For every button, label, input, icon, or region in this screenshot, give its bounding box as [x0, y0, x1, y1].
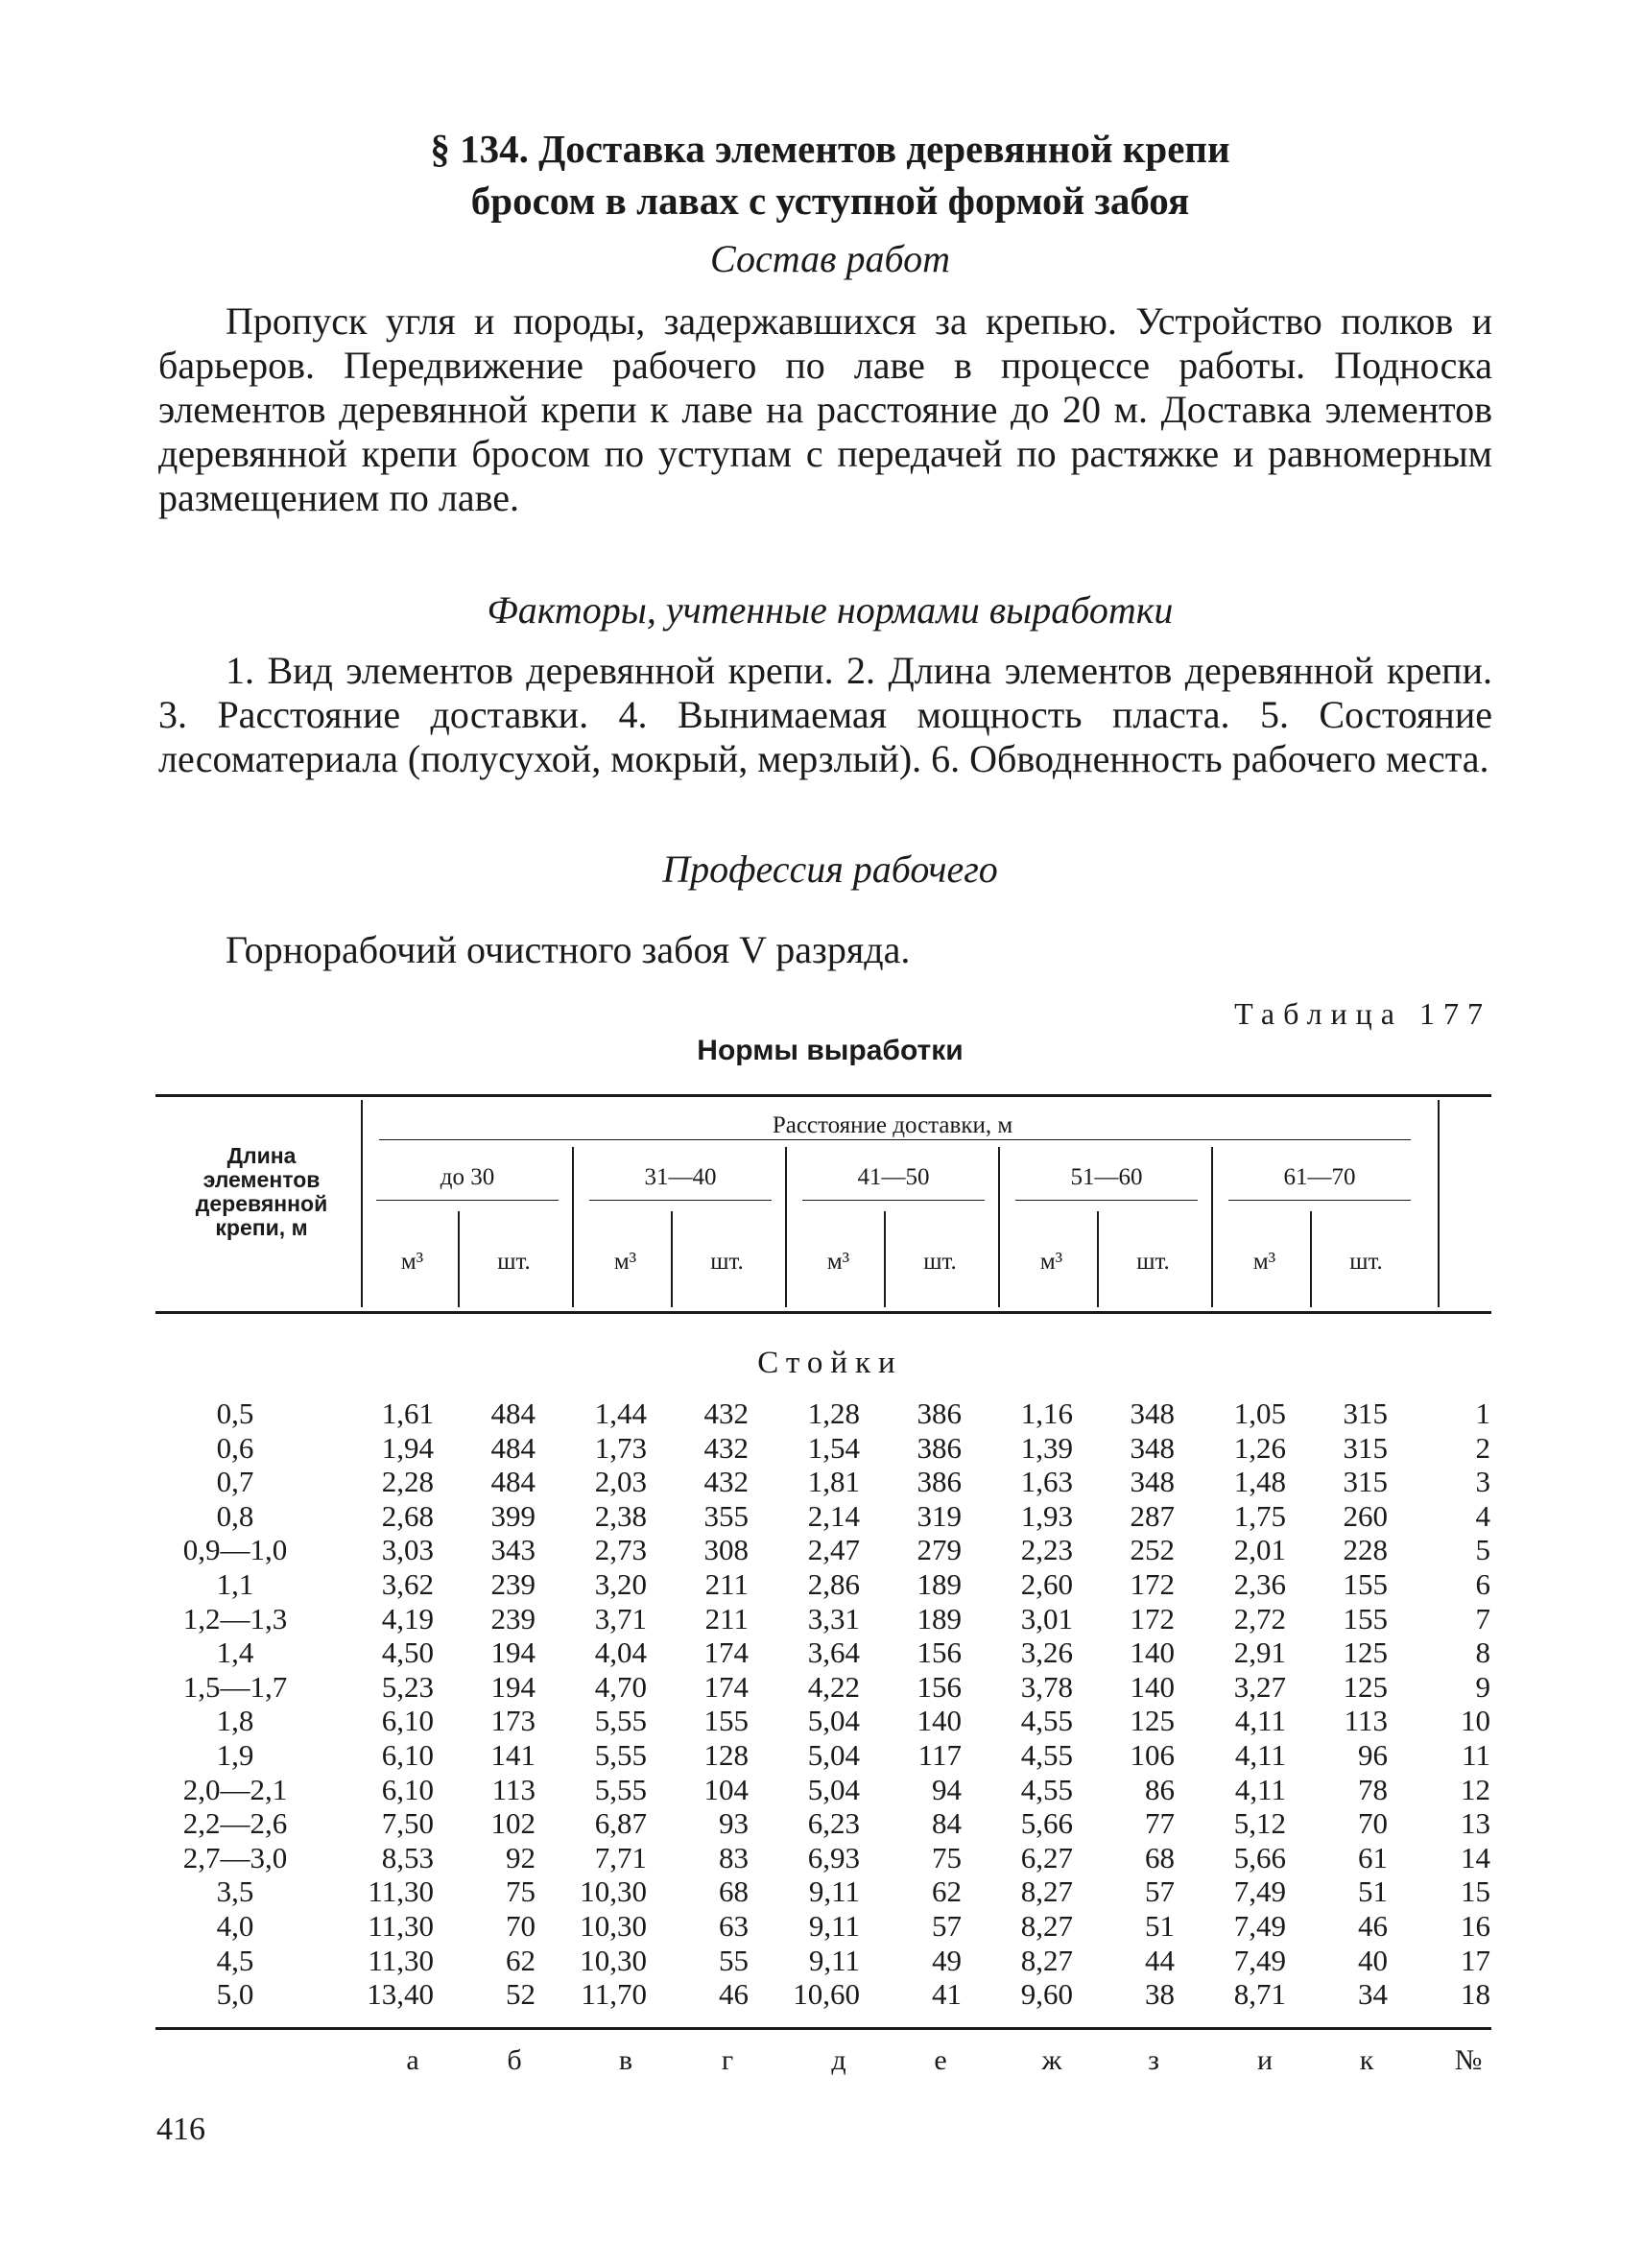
cell-m3: 5,66 — [1020, 1806, 1073, 1841]
column-letter: е — [934, 2044, 947, 2076]
cell-m3: 6,10 — [381, 1704, 434, 1738]
row-number: 6 — [1475, 1567, 1490, 1601]
cell-pcs: 106 — [1130, 1738, 1175, 1772]
row-length: 3,5 — [216, 1874, 254, 1909]
cell-m3: 2,23 — [1020, 1533, 1073, 1567]
cell-pcs: 386 — [917, 1397, 962, 1430]
cell-pcs: 315 — [1343, 1430, 1388, 1465]
stub-header-line-3: деревянной — [195, 1191, 328, 1216]
cell-pcs: 315 — [1343, 1397, 1388, 1430]
row-length: 1,8 — [216, 1704, 254, 1738]
cell-m3: 1,16 — [1020, 1397, 1073, 1430]
row-number: 2 — [1475, 1430, 1490, 1465]
distance-range-2: 31—40 — [644, 1164, 717, 1190]
cell-m3: 2,03 — [594, 1465, 647, 1499]
column-letter: а — [406, 2044, 419, 2076]
cell-pcs: 252 — [1130, 1533, 1175, 1567]
cell-m3: 6,10 — [381, 1738, 434, 1772]
cell-pcs: 70 — [1358, 1806, 1388, 1841]
distance-range-1: до 30 — [440, 1164, 495, 1190]
cell-m3: 3,31 — [807, 1601, 860, 1635]
cell-m3: 7,49 — [1233, 1909, 1286, 1943]
cell-m3: 7,49 — [1233, 1943, 1286, 1977]
column-letter: ж — [1041, 2044, 1062, 2076]
cell-pcs: 34 — [1358, 1977, 1388, 2012]
cell-pcs: 279 — [917, 1533, 962, 1567]
unit-m3-4: м³ — [1039, 1249, 1063, 1275]
cell-m3: 4,11 — [1234, 1704, 1286, 1738]
cell-pcs: 38 — [1145, 1977, 1175, 2012]
cell-pcs: 78 — [1358, 1772, 1388, 1806]
heading-line-1: § 134. Доставка элементов деревянной крепи — [430, 127, 1230, 171]
range-rule-2 — [589, 1200, 772, 1201]
cell-m3: 2,28 — [381, 1465, 434, 1499]
composition-text: Пропуск угля и породы, задержавшихся за крепью. Устройство полков и барьеров. Передвижение рабочего по лаве в процессе работы. Подноска элементов деревянной крепи к лаве на расстояние до 20 м. Доставка элементов деревянной крепи бросом по уступам с передачей по растяжке и равномерным размещением по лаве. — [158, 299, 1492, 519]
cell-m3: 1,39 — [1020, 1430, 1073, 1465]
unit-m3-3: м³ — [826, 1249, 850, 1275]
cell-m3: 4,55 — [1020, 1772, 1073, 1806]
cell-pcs: 355 — [703, 1498, 749, 1533]
cell-m3: 3,01 — [1020, 1601, 1073, 1635]
row-length: 1,1 — [216, 1567, 254, 1601]
cell-m3: 8,27 — [1020, 1874, 1073, 1909]
cell-m3: 5,12 — [1233, 1806, 1286, 1841]
cell-pcs: 239 — [490, 1601, 536, 1635]
cell-pcs: 128 — [703, 1738, 749, 1772]
cell-pcs: 46 — [719, 1977, 749, 2012]
range-rule-4 — [1015, 1200, 1198, 1201]
cell-m3: 2,14 — [807, 1498, 860, 1533]
distance-header-rule — [379, 1139, 1411, 1140]
row-number: 12 — [1461, 1772, 1490, 1806]
cell-pcs: 484 — [490, 1397, 536, 1430]
cell-m3: 3,27 — [1233, 1669, 1286, 1704]
range-rule-5 — [1228, 1200, 1411, 1201]
row-number: 13 — [1461, 1806, 1490, 1841]
cell-pcs: 62 — [506, 1943, 536, 1977]
profession-text: Горнорабочий очистного забоя V разряда. — [226, 928, 911, 971]
cell-pcs: 155 — [1343, 1567, 1388, 1601]
page-number: 416 — [156, 2112, 205, 2147]
table-label: Таблица 177 — [1234, 996, 1491, 1031]
cell-pcs: 484 — [490, 1465, 536, 1499]
cell-pcs: 140 — [1130, 1635, 1175, 1670]
cell-m3: 3,62 — [381, 1567, 434, 1601]
cell-pcs: 40 — [1358, 1943, 1388, 1977]
cell-pcs: 68 — [719, 1874, 749, 1909]
cell-pcs: 174 — [703, 1669, 749, 1704]
cell-pcs: 140 — [1130, 1669, 1175, 1704]
cell-m3: 9,11 — [808, 1909, 860, 1943]
row-length: 0,7 — [216, 1465, 254, 1499]
row-length: 0,6 — [216, 1430, 254, 1465]
cell-pcs: 46 — [1358, 1909, 1388, 1943]
header-bottom-rule — [155, 1311, 1491, 1314]
cell-m3: 1,93 — [1020, 1498, 1073, 1533]
row-length: 5,0 — [216, 1977, 254, 2012]
row-length: 0,8 — [216, 1498, 254, 1533]
cell-m3: 4,70 — [594, 1669, 647, 1704]
row-length: 1,2—1,3 — [182, 1601, 288, 1635]
cell-pcs: 125 — [1343, 1635, 1388, 1670]
cell-m3: 5,55 — [594, 1738, 647, 1772]
cell-m3: 2,36 — [1233, 1567, 1286, 1601]
row-number: 3 — [1475, 1465, 1490, 1499]
cell-pcs: 57 — [932, 1909, 962, 1943]
cell-pcs: 93 — [719, 1806, 749, 1841]
right-divider — [1438, 1100, 1440, 1307]
cell-pcs: 104 — [703, 1772, 749, 1806]
cell-m3: 1,28 — [807, 1397, 860, 1430]
cell-m3: 9,11 — [808, 1874, 860, 1909]
cell-pcs: 319 — [917, 1498, 962, 1533]
section-title-stoyki: Стойки — [757, 1346, 903, 1380]
cell-pcs: 239 — [490, 1567, 536, 1601]
cell-m3: 3,26 — [1020, 1635, 1073, 1670]
cell-pcs: 44 — [1145, 1943, 1175, 1977]
cell-m3: 7,71 — [594, 1840, 647, 1874]
cell-pcs: 189 — [917, 1567, 962, 1601]
cell-pcs: 51 — [1145, 1909, 1175, 1943]
cell-pcs: 194 — [490, 1669, 536, 1704]
cell-m3: 10,60 — [793, 1977, 860, 2012]
table-title: Нормы выработки — [697, 1035, 964, 1066]
cell-m3: 2,38 — [594, 1498, 647, 1533]
unit-pcs-4: шт. — [1136, 1249, 1170, 1275]
cell-pcs: 113 — [1344, 1704, 1388, 1738]
range-rule-1 — [376, 1200, 559, 1201]
cell-pcs: 211 — [704, 1601, 749, 1635]
cell-pcs: 260 — [1343, 1498, 1388, 1533]
row-number: 1 — [1475, 1397, 1490, 1430]
cell-m3: 9,60 — [1020, 1977, 1073, 2012]
cell-pcs: 92 — [506, 1840, 536, 1874]
cell-pcs: 228 — [1343, 1533, 1388, 1567]
cell-m3: 5,04 — [807, 1738, 860, 1772]
cell-pcs: 343 — [490, 1533, 536, 1567]
cell-m3: 4,55 — [1020, 1738, 1073, 1772]
unit-m3-5: м³ — [1252, 1249, 1276, 1275]
cell-pcs: 315 — [1343, 1465, 1388, 1499]
cell-pcs: 68 — [1145, 1840, 1175, 1874]
cell-pcs: 308 — [703, 1533, 749, 1567]
column-letter: з — [1148, 2044, 1159, 2076]
cell-pcs: 211 — [704, 1567, 749, 1601]
cell-m3: 11,30 — [368, 1909, 434, 1943]
cell-m3: 6,10 — [381, 1772, 434, 1806]
row-number: 17 — [1461, 1943, 1490, 1977]
cell-m3: 5,55 — [594, 1704, 647, 1738]
cell-m3: 3,64 — [807, 1635, 860, 1670]
cell-m3: 1,05 — [1233, 1397, 1286, 1430]
cell-m3: 8,71 — [1233, 1977, 1286, 2012]
row-number: 10 — [1461, 1704, 1490, 1738]
cell-m3: 7,49 — [1233, 1874, 1286, 1909]
cell-m3: 4,11 — [1234, 1772, 1286, 1806]
cell-pcs: 125 — [1130, 1704, 1175, 1738]
cell-pcs: 63 — [719, 1909, 749, 1943]
row-length: 1,9 — [216, 1738, 254, 1772]
cell-m3: 2,72 — [1233, 1601, 1286, 1635]
unit-pcs-2: шт. — [710, 1249, 744, 1275]
cell-m3: 2,91 — [1233, 1635, 1286, 1670]
row-number: 18 — [1461, 1977, 1490, 2012]
cell-m3: 3,20 — [594, 1567, 647, 1601]
column-letter: и — [1256, 2044, 1274, 2076]
section-heading — [317, 123, 1344, 227]
cell-m3: 1,61 — [381, 1397, 434, 1430]
unit-m3-2: м³ — [613, 1249, 637, 1275]
cell-pcs: 113 — [491, 1772, 536, 1806]
cell-m3: 3,71 — [594, 1601, 647, 1635]
cell-m3: 3,03 — [381, 1533, 434, 1567]
cell-pcs: 125 — [1343, 1669, 1388, 1704]
cell-m3: 1,94 — [381, 1430, 434, 1465]
cell-pcs: 141 — [490, 1738, 536, 1772]
cell-pcs: 155 — [703, 1704, 749, 1738]
cell-m3: 5,66 — [1233, 1840, 1286, 1874]
cell-m3: 10,30 — [580, 1874, 647, 1909]
cell-pcs: 51 — [1358, 1874, 1388, 1909]
cell-pcs: 140 — [917, 1704, 962, 1738]
cell-m3: 3,78 — [1020, 1669, 1073, 1704]
cell-m3: 11,30 — [368, 1943, 434, 1977]
cell-pcs: 94 — [932, 1772, 962, 1806]
row-number: 9 — [1475, 1669, 1490, 1704]
row-number: 8 — [1475, 1635, 1490, 1670]
cell-m3: 1,81 — [807, 1465, 860, 1499]
cell-pcs: 432 — [703, 1397, 749, 1430]
cell-m3: 1,44 — [594, 1397, 647, 1430]
distance-header: Расстояние доставки, м — [772, 1112, 1013, 1138]
cell-pcs: 156 — [917, 1669, 962, 1704]
cell-pcs: 61 — [1358, 1840, 1388, 1874]
cell-m3: 4,55 — [1020, 1704, 1073, 1738]
cell-m3: 6,93 — [807, 1840, 860, 1874]
stub-header — [158, 1144, 365, 1240]
cell-m3: 1,54 — [807, 1430, 860, 1465]
cell-m3: 8,53 — [381, 1840, 434, 1874]
column-letter: № — [1454, 2044, 1483, 2076]
cell-pcs: 484 — [490, 1430, 536, 1465]
range-divider-1 — [572, 1147, 574, 1307]
cell-m3: 2,47 — [807, 1533, 860, 1567]
cell-pcs: 75 — [506, 1874, 536, 1909]
cell-pcs: 49 — [932, 1943, 962, 1977]
row-length: 2,7—3,0 — [182, 1840, 288, 1874]
cell-m3: 11,30 — [368, 1874, 434, 1909]
cell-pcs: 155 — [1343, 1601, 1388, 1635]
cell-m3: 8,27 — [1020, 1943, 1073, 1977]
cell-m3: 4,04 — [594, 1635, 647, 1670]
cell-m3: 1,63 — [1020, 1465, 1073, 1499]
cell-m3: 2,60 — [1020, 1567, 1073, 1601]
cell-pcs: 77 — [1145, 1806, 1175, 1841]
cell-m3: 2,68 — [381, 1498, 434, 1533]
column-letter: д — [831, 2044, 846, 2076]
heading-line-2: бросом в лавах с уступной формой забоя — [470, 179, 1190, 223]
column-letter: к — [1359, 2044, 1374, 2076]
row-number: 16 — [1461, 1909, 1490, 1943]
unit-pcs-5: шт. — [1349, 1249, 1383, 1275]
cell-m3: 2,73 — [594, 1533, 647, 1567]
cell-pcs: 172 — [1130, 1601, 1175, 1635]
cell-pcs: 348 — [1130, 1465, 1175, 1499]
cell-pcs: 386 — [917, 1465, 962, 1499]
stub-header-line-1: Длина — [226, 1143, 297, 1168]
cell-m3: 1,48 — [1233, 1465, 1286, 1499]
row-length: 4,5 — [216, 1943, 254, 1977]
cell-pcs: 102 — [490, 1806, 536, 1841]
cell-m3: 4,11 — [1234, 1738, 1286, 1772]
cell-m3: 8,27 — [1020, 1909, 1073, 1943]
distance-range-5: 61—70 — [1283, 1164, 1356, 1190]
cell-m3: 9,11 — [808, 1943, 860, 1977]
cell-pcs: 70 — [506, 1909, 536, 1943]
unit-pcs-3: шт. — [923, 1249, 957, 1275]
cell-pcs: 399 — [490, 1498, 536, 1533]
cell-pcs: 75 — [932, 1840, 962, 1874]
cell-pcs: 86 — [1145, 1772, 1175, 1806]
row-length: 1,5—1,7 — [182, 1669, 288, 1704]
table-top-rule — [155, 1094, 1491, 1097]
cell-m3: 1,26 — [1233, 1430, 1286, 1465]
cell-m3: 4,22 — [807, 1669, 860, 1704]
row-number: 11 — [1462, 1738, 1490, 1772]
cell-pcs: 57 — [1145, 1874, 1175, 1909]
cell-pcs: 84 — [932, 1806, 962, 1841]
row-number: 7 — [1475, 1601, 1490, 1635]
cell-m3: 11,70 — [581, 1977, 647, 2012]
cell-m3: 13,40 — [367, 1977, 434, 2012]
profession-title: Профессия рабочего — [662, 848, 998, 891]
cell-m3: 5,04 — [807, 1772, 860, 1806]
row-length: 0,5 — [216, 1397, 254, 1430]
unit-m3-1: м³ — [400, 1249, 424, 1275]
cell-m3: 2,86 — [807, 1567, 860, 1601]
row-length: 1,4 — [216, 1635, 254, 1670]
table-bottom-rule — [155, 2027, 1491, 2030]
cell-m3: 4,19 — [381, 1601, 434, 1635]
cell-pcs: 173 — [490, 1704, 536, 1738]
stub-header-line-4: крепи, м — [215, 1215, 308, 1240]
row-number: 14 — [1461, 1840, 1490, 1874]
cell-pcs: 194 — [490, 1635, 536, 1670]
row-length: 2,2—2,6 — [182, 1806, 288, 1841]
cell-m3: 2,01 — [1233, 1533, 1286, 1567]
distance-range-4: 51—60 — [1070, 1164, 1143, 1190]
cell-pcs: 41 — [932, 1977, 962, 2012]
cell-m3: 5,55 — [594, 1772, 647, 1806]
cell-m3: 4,50 — [381, 1635, 434, 1670]
cell-m3: 5,04 — [807, 1704, 860, 1738]
cell-m3: 10,30 — [580, 1909, 647, 1943]
cell-m3: 6,87 — [594, 1806, 647, 1841]
cell-pcs: 172 — [1130, 1567, 1175, 1601]
cell-pcs: 432 — [703, 1430, 749, 1465]
factors-title: Факторы, учтенные нормами выработки — [487, 588, 1174, 632]
cell-m3: 6,27 — [1020, 1840, 1073, 1874]
cell-m3: 7,50 — [381, 1806, 434, 1841]
range-divider-4 — [1211, 1147, 1213, 1307]
range-rule-3 — [802, 1200, 985, 1201]
row-number: 5 — [1475, 1533, 1490, 1567]
cell-pcs: 287 — [1130, 1498, 1175, 1533]
cell-pcs: 117 — [917, 1738, 962, 1772]
row-number: 4 — [1475, 1498, 1490, 1533]
range-divider-3 — [998, 1147, 1000, 1307]
column-letter: б — [507, 2044, 522, 2076]
stub-header-line-2: элементов — [202, 1167, 321, 1192]
cell-pcs: 348 — [1130, 1397, 1175, 1430]
cell-pcs: 156 — [917, 1635, 962, 1670]
cell-pcs: 174 — [703, 1635, 749, 1670]
factors-text: 1. Вид элементов деревянной крепи. 2. Длина элементов деревянной крепи. 3. Расстояние доставки. 4. Вынимаемая мощность пласта. 5. Состояние лесоматериала (полусухой, мокрый, мерзлый). 6. Обводненность рабочего места. — [158, 649, 1492, 780]
unit-pcs-1: шт. — [497, 1249, 531, 1275]
distance-range-3: 41—50 — [857, 1164, 930, 1190]
row-length: 4,0 — [216, 1909, 254, 1943]
cell-pcs: 96 — [1358, 1738, 1388, 1772]
cell-pcs: 55 — [719, 1943, 749, 1977]
cell-pcs: 386 — [917, 1430, 962, 1465]
cell-pcs: 348 — [1130, 1430, 1175, 1465]
row-length: 2,0—2,1 — [182, 1772, 288, 1806]
cell-m3: 1,75 — [1233, 1498, 1286, 1533]
range-divider-2 — [785, 1147, 787, 1307]
row-length: 0,9—1,0 — [182, 1533, 288, 1567]
cell-pcs: 52 — [506, 1977, 536, 2012]
cell-m3: 6,23 — [807, 1806, 860, 1841]
cell-m3: 5,23 — [381, 1669, 434, 1704]
cell-m3: 1,73 — [594, 1430, 647, 1465]
column-letter: г — [721, 2044, 734, 2076]
cell-m3: 10,30 — [580, 1943, 647, 1977]
cell-pcs: 62 — [932, 1874, 962, 1909]
column-letter: в — [618, 2044, 633, 2076]
cell-pcs: 432 — [703, 1465, 749, 1499]
cell-pcs: 189 — [917, 1601, 962, 1635]
row-number: 15 — [1461, 1874, 1490, 1909]
composition-title: Состав работ — [710, 237, 950, 280]
cell-pcs: 83 — [719, 1840, 749, 1874]
